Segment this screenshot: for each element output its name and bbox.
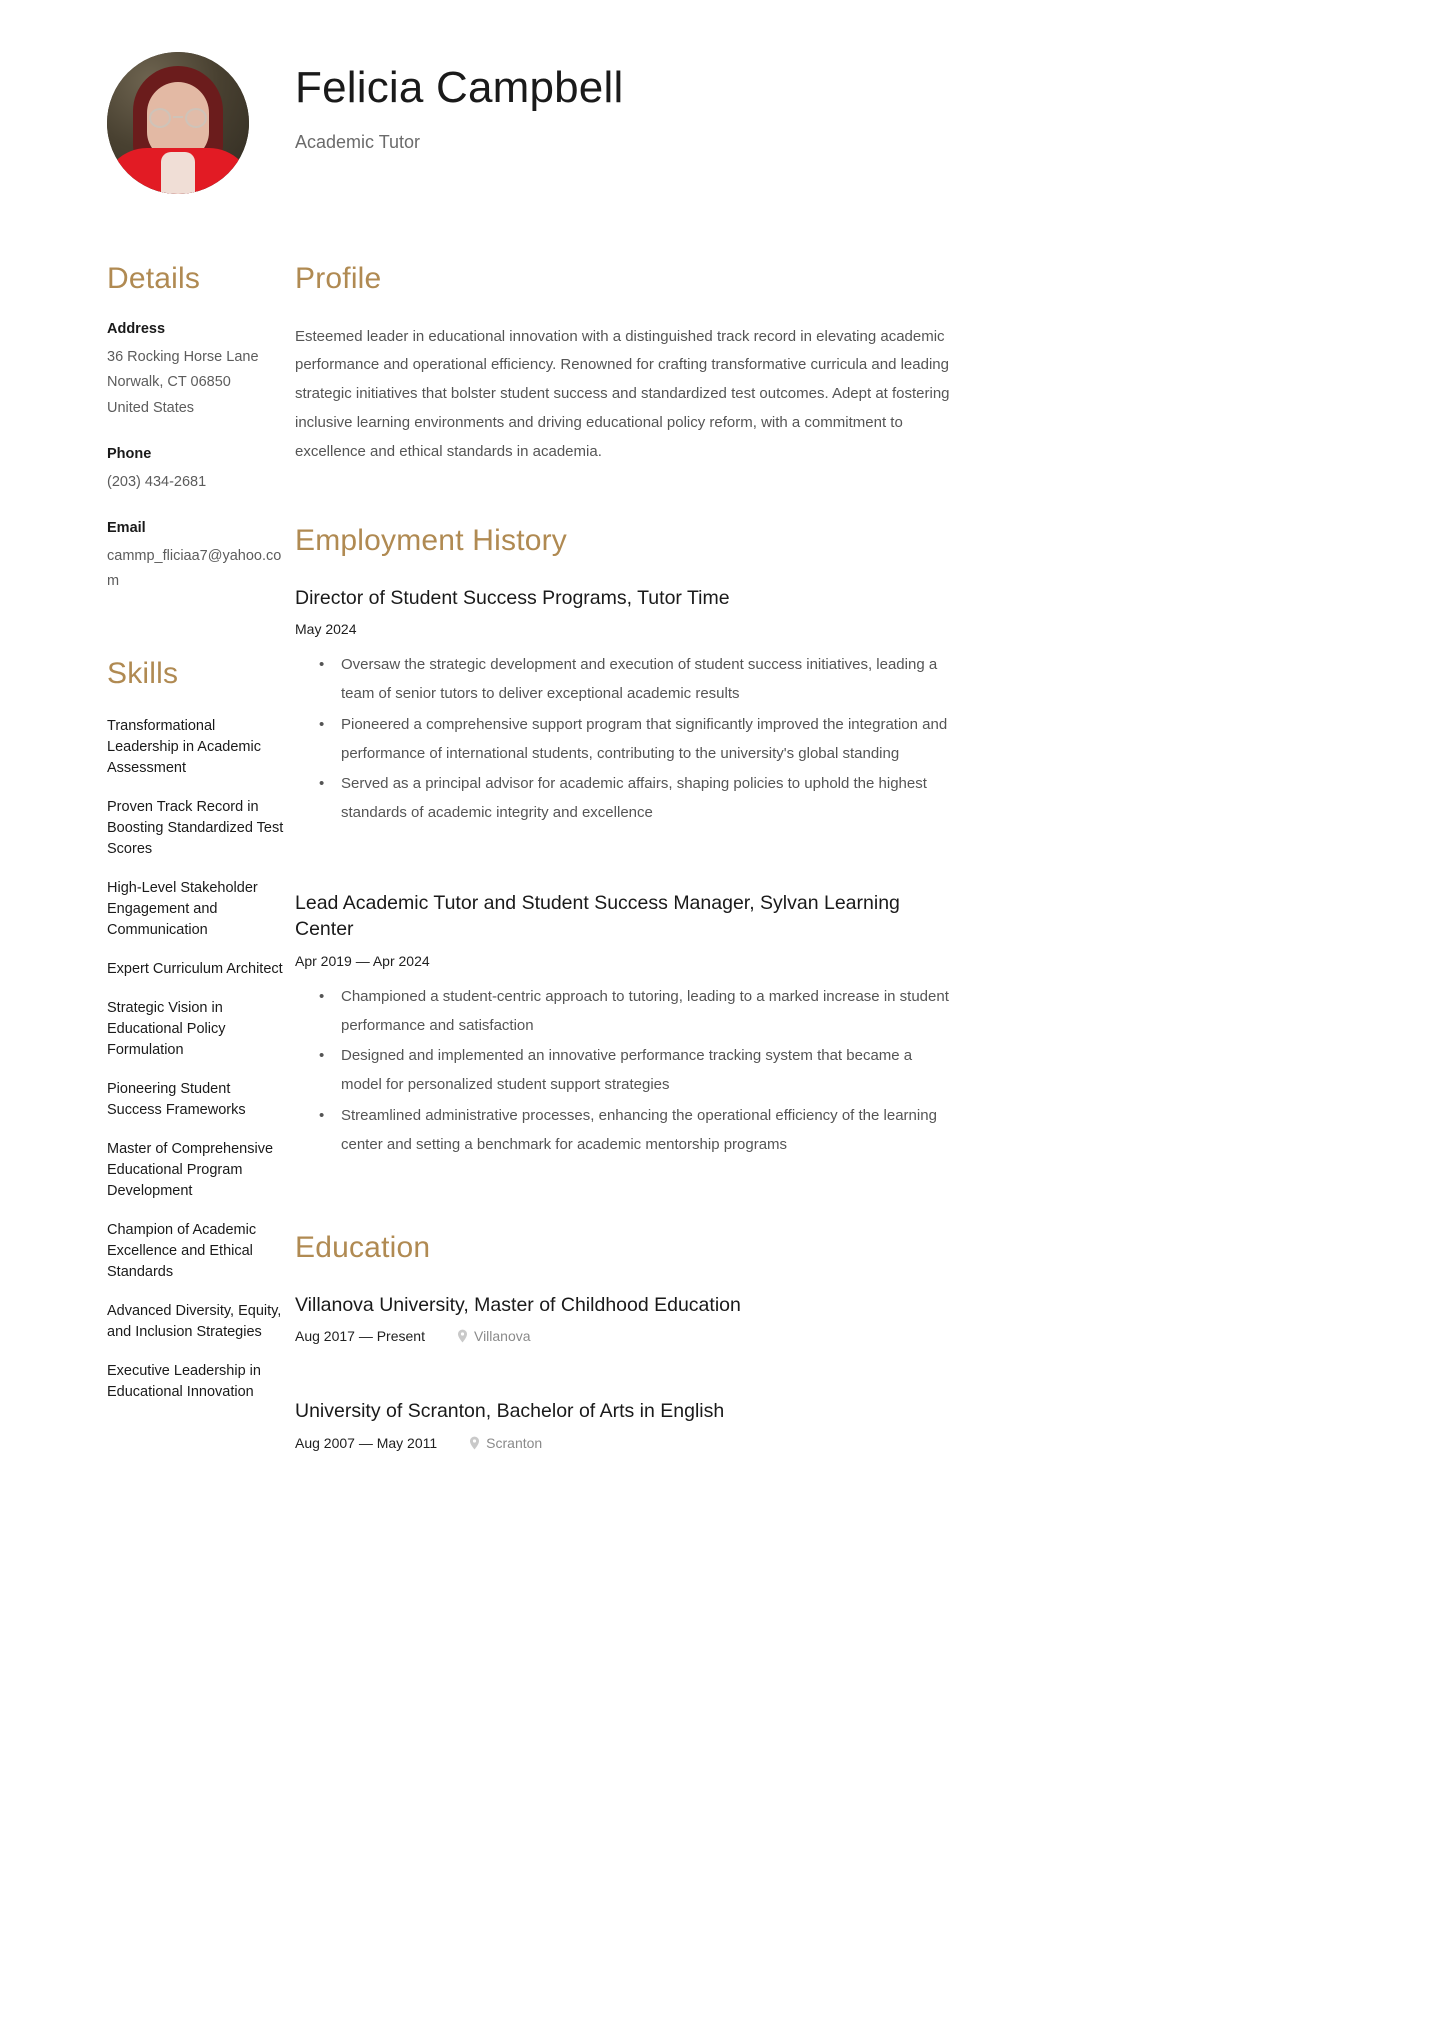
skill-item: High-Level Stakeholder Engagement and Communication [107, 879, 258, 938]
education-location-label: Scranton [486, 1434, 543, 1451]
avatar-collar [161, 152, 195, 194]
education-meta [295, 1328, 955, 1344]
skill-item: Advanced Diversity, Equity, and Inclusion Strategies [107, 1303, 282, 1341]
education-location-label: Villanova [473, 1328, 531, 1345]
detail-value-address: 36 Rocking Horse Lane Norwalk, CT 06850 United States [107, 348, 259, 417]
spacer [295, 1173, 955, 1231]
bullet-item: • Pioneered a comprehensive support program that significantly improved the integration and performance of international students, contributing to the university's global standing [341, 711, 955, 769]
employment-meta [295, 621, 955, 637]
header-text [295, 52, 623, 153]
detail-address [107, 321, 285, 422]
employment-bullets [295, 651, 955, 828]
detail-label: Address [107, 320, 166, 337]
details-heading: Details [107, 262, 201, 295]
spacer [295, 466, 955, 524]
sidebar [0, 262, 295, 1421]
bullet-item: • Championed a student-centric approach to tutoring, leading to a marked increase in student performance and satisfaction [341, 983, 955, 1041]
detail-email [107, 520, 285, 596]
skill-item: Master of Comprehensive Educational Program Development [107, 1141, 274, 1200]
resume-body [0, 194, 1440, 1465]
glasses-left-lens [149, 108, 171, 128]
skill-item: Strategic Vision in Educational Policy Formulation [107, 999, 226, 1058]
employment-entry [295, 890, 955, 1159]
main-column [295, 262, 1065, 1465]
resume-header [0, 0, 1440, 194]
detail-value-phone[interactable]: (203) 434-2681 [107, 473, 207, 490]
employment-title: Director of Student Success Programs, Tutor Time [295, 586, 730, 609]
bullet-item: • Oversaw the strategic development and execution of student success initiatives, leading a team of senior tutors to deliver exceptional academic results [341, 651, 955, 709]
education-entry [295, 1398, 955, 1450]
spacer [295, 842, 955, 890]
employment-entry [295, 585, 955, 828]
education-title: Villanova University, Master of Childhood Education [295, 1293, 741, 1316]
education-meta [295, 1435, 955, 1451]
detail-label: Phone [107, 445, 152, 462]
profile-text: Esteemed leader in educational innovation with a distinguished track record in elevating academic performance and operational efficiency. Renowned for crafting transformative curricula and leading strategic initiatives that bolster student success and standardized test outcomes. Adept at fostering inclusive learning environments and driving educational policy reform, with a commitment to excellence and ethical standards in academia. [295, 327, 950, 460]
employment-title: Lead Academic Tutor and Student Success Manager, Sylvan Learning Center [295, 892, 900, 941]
skill-item: Expert Curriculum Architect [107, 960, 283, 977]
employment-meta [295, 953, 955, 969]
skill-item: Pioneering Student Success Frameworks [107, 1080, 246, 1118]
education-location [469, 1435, 542, 1451]
skill-item: Proven Track Record in Boosting Standardized Test Scores [107, 798, 284, 857]
avatar [107, 52, 249, 194]
detail-value-email[interactable]: cammp_fliciaa7@yahoo.com [107, 547, 282, 590]
profile-heading: Profile [295, 262, 382, 295]
avatar-column [0, 52, 295, 194]
employment-heading: Employment History [295, 524, 568, 558]
employment-date: May 2024 [295, 621, 357, 638]
detail-phone [107, 446, 285, 496]
education-heading: Education [295, 1231, 431, 1265]
bullet-item: • Streamlined administrative processes, enhancing the operational efficiency of the learning center and setting a benchmark for academic mentorship programs [341, 1102, 955, 1160]
employment-bullets [295, 983, 955, 1160]
glasses-bridge [173, 116, 183, 118]
skill-item: Transformational Leadership in Academic Assessment [107, 717, 261, 776]
glasses-icon [147, 108, 209, 128]
detail-label: Email [107, 519, 146, 536]
candidate-job-title: Academic Tutor [295, 132, 421, 153]
education-entry [295, 1292, 955, 1344]
skills-heading: Skills [107, 657, 179, 691]
location-pin-icon [469, 1436, 480, 1450]
candidate-name: Felicia Campbell [295, 63, 624, 112]
education-date: Aug 2007 — May 2011 [295, 1434, 438, 1451]
education-date: Aug 2017 — Present [295, 1328, 425, 1345]
bullet-item: • Designed and implemented an innovative performance tracking system that became a model for personalized student support strategies [341, 1042, 955, 1100]
education-title: University of Scranton, Bachelor of Arts in English [295, 1400, 725, 1423]
skill-item: Executive Leadership in Educational Innovation [107, 1363, 261, 1401]
bullet-item: • Served as a principal advisor for academic affairs, shaping policies to uphold the highest standards of academic integrity and excellence [341, 770, 955, 828]
employment-date: Apr 2019 — Apr 2024 [295, 952, 430, 969]
spacer [295, 1358, 955, 1398]
skill-item: Champion of Academic Excellence and Ethical Standards [107, 1222, 257, 1281]
location-pin-icon [457, 1329, 468, 1343]
glasses-right-lens [185, 108, 207, 128]
education-location [457, 1328, 531, 1344]
